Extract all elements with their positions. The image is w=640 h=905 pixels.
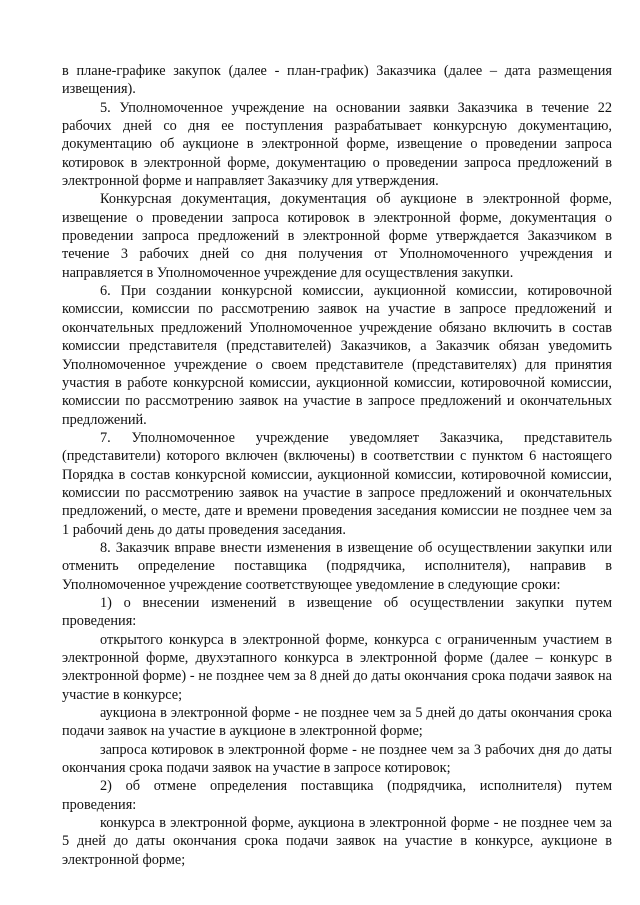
paragraph-continuation: в плане-графике закупок (далее - план-график) Заказчика (далее – дата размещения извещения). xyxy=(62,63,612,98)
document-page xyxy=(62,62,612,869)
paragraph-item-5: 5. Уполномоченное учреждение на основании заявки Заказчика в течение 22 рабочих дней со дня ее поступления разрабатывает конкурсную документацию, документацию об аукционе в электронной форме, извещение о проведении запроса котировок в электронной форме, документацию о проведении запроса предложений в электронной форме и направляет Заказчику для утверждения. xyxy=(62,99,612,190)
paragraph-subitem-2: 2) об отмене определения поставщика (подрядчика, исполнителя) путем проведения: xyxy=(62,778,612,813)
paragraph-contest-auction-cancel: конкурса в электронной форме, аукциона в электронной форме - не позднее чем за 5 дней до даты окончания срока подачи заявок на участие в конкурсе, аукционе в электронной форме; xyxy=(62,815,612,868)
paragraph-documentation-approval: Конкурсная документация, документация об аукционе в электронной форме, извещение о проведении запроса котировок в электронной форме, документация о проведении запроса предложений в электронной форме утверждается Заказчиком в течение 3 рабочих дней со дня получения от Уполномоченного учреждения и направляется в Уполномоченное учреждение для осуществления закупки. xyxy=(62,191,612,281)
paragraph-subitem-1: 1) о внесении изменений в извещение об осуществлении закупки путем проведения: xyxy=(62,594,612,630)
paragraph-item-6: 6. При создании конкурсной комиссии, аукционной комиссии, котировочной комиссии, комиссии по рассмотрению заявок на участие в запросе предложений и окончательных предложений Уполномоченное учреждение обязано включить в состав комиссии представителя (представителей) Заказчиков, а Заказчик обязан уведомить Уполномоченное учреждение о своем представителе (представителях) для принятия участия в работе конкурсной комиссии, аукционной комиссии, котировочной комиссии, комиссии по рассмотрению заявок на участие в запросе предложений и окончательных предложений. xyxy=(62,283,612,428)
paragraph-item-8: 8. Заказчик вправе внести изменения в извещение об осуществлении закупки или отменить определение поставщика (подрядчика, исполнителя), направив в Уполномоченное учреждение соответствующее уведомление в следующие сроки: xyxy=(62,539,612,593)
paragraph-quotation-request: запроса котировок в электронной форме - не позднее чем за 3 рабочих дня до даты окончания срока подачи заявок на участие в запросе котировок; xyxy=(62,741,612,777)
paragraph-open-contest: открытого конкурса в электронной форме, конкурса с ограниченным участием в электронной форме, двухэтапного конкурса в электронной форме (далее – конкурс в электронной форме) - не позднее чем за 8 дней до даты окончания срока подачи заявок на участие в конкурсе; xyxy=(62,631,612,703)
paragraph-auction: аукциона в электронной форме - не позднее чем за 5 дней до даты окончания срока подачи заявок на участие в аукционе в электронной форме; xyxy=(62,705,612,740)
paragraph-item-7: 7. Уполномоченное учреждение уведомляет Заказчика, представитель (представители) которого включен (включены) в соответствии с пунктом 6 настоящего Порядка в состав конкурсной комиссии, аукционной комиссии, котировочной комиссии, комиссии по рассмотрению заявок на участие в запросе предложений и окончательных предложений, о месте, дате и времени проведения заседания комиссии не позднее чем за 1 рабочий день до даты проведения заседания. xyxy=(62,429,612,538)
